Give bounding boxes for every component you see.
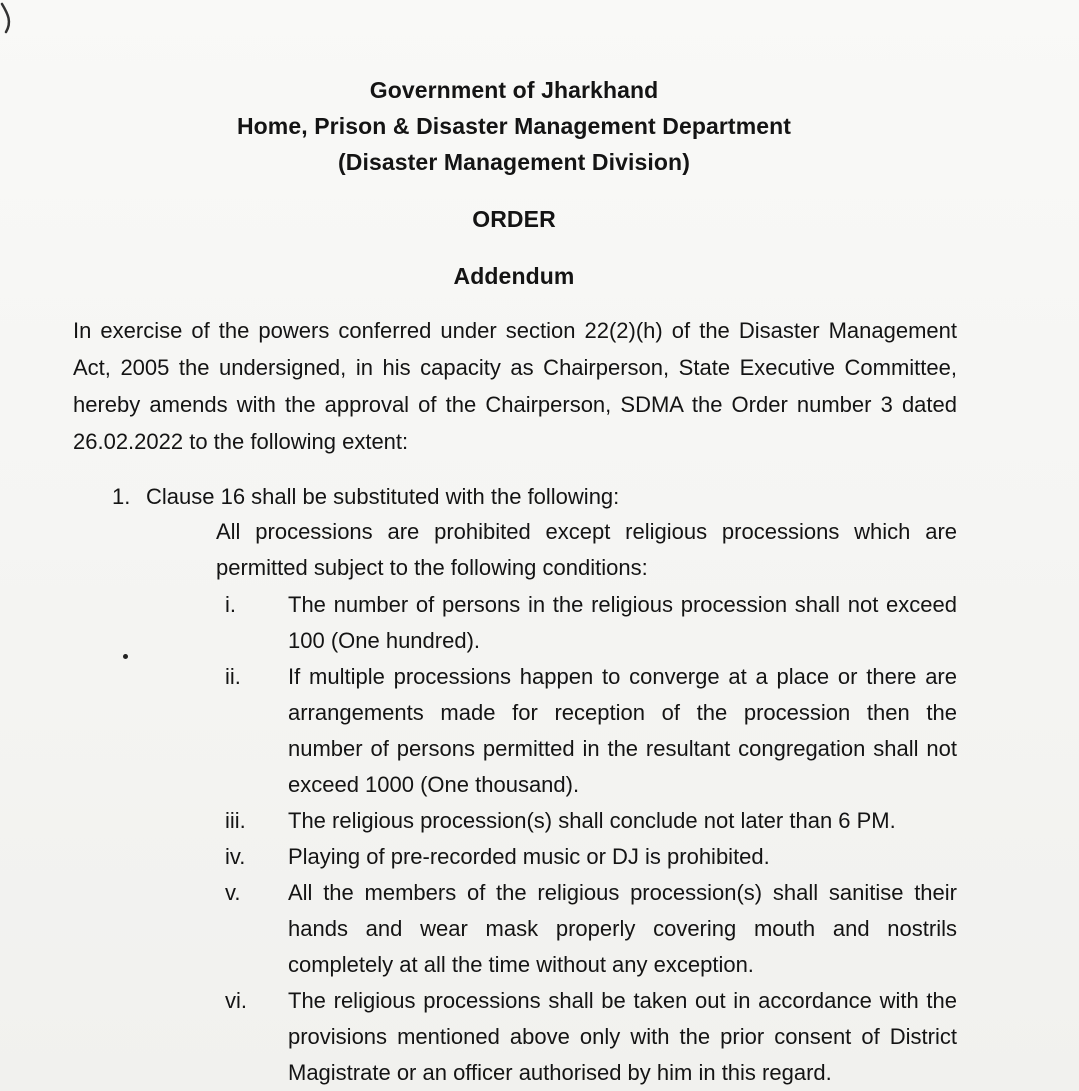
condition-line: permitted subject to the following conditions: <box>216 555 648 580</box>
clause-conditions-intro <box>216 514 957 586</box>
item-line: If multiple processions happen to converge at a place or there are <box>288 664 957 689</box>
list-item <box>225 839 957 875</box>
item-numeral: iii. <box>225 808 246 833</box>
item-line: number of persons permitted in the resultant congregation shall not <box>288 736 957 761</box>
item-text <box>288 803 957 839</box>
item-line: 100 (One hundred). <box>288 628 481 653</box>
item-line: arrangements made for reception of the procession then the <box>288 700 957 725</box>
item-numeral: v. <box>225 880 241 905</box>
corner-pen-mark <box>0 0 18 40</box>
intro-line: hereby amends with the approval of the Chairperson, SDMA the Order number 3 dated <box>73 392 957 417</box>
addendum-title: Addendum <box>453 263 575 289</box>
item-text <box>288 587 957 659</box>
item-line: The religious procession(s) shall conclude not later than 6 PM. <box>288 808 896 833</box>
item-line: The religious processions shall be taken out in accordance with the <box>288 988 957 1013</box>
list-item <box>225 983 957 1091</box>
list-item <box>225 875 957 983</box>
item-line: Playing of pre-recorded music or DJ is prohibited. <box>288 844 770 869</box>
item-text <box>288 659 957 803</box>
item-line: The number of persons in the religious procession shall not exceed <box>288 592 957 617</box>
item-text <box>288 839 957 875</box>
item-line: hands and wear mask properly covering mouth and nostrils <box>288 916 957 941</box>
list-item <box>225 659 957 803</box>
list-item <box>225 587 957 659</box>
item-line: provisions mentioned above only with the prior consent of District <box>288 1024 957 1049</box>
government-heading: Government of Jharkhand <box>369 77 659 103</box>
item-numeral: vi. <box>225 988 247 1013</box>
condition-line: All processions are prohibited except religious processions which are <box>216 519 957 544</box>
division-heading: (Disaster Management Division) <box>338 149 690 175</box>
item-line: completely at all the time without any exception. <box>288 952 754 977</box>
item-line: Magistrate or an officer authorised by him in this regard. <box>288 1060 832 1085</box>
ink-dot <box>123 654 128 659</box>
list-item <box>225 803 957 839</box>
order-title: ORDER <box>472 206 556 232</box>
conditions-list <box>225 587 957 1091</box>
item-numeral: ii. <box>225 664 241 689</box>
intro-line: In exercise of the powers conferred under section 22(2)(h) of the Disaster Management <box>73 318 957 343</box>
item-line: exceed 1000 (One thousand). <box>288 772 580 797</box>
item-line: All the members of the religious procession(s) shall sanitise their <box>288 880 957 905</box>
intro-paragraph <box>73 312 957 460</box>
item-text <box>288 983 957 1091</box>
clause-heading <box>112 479 619 515</box>
clause-text: Clause 16 shall be substituted with the following: <box>146 484 620 509</box>
department-heading: Home, Prison & Disaster Management Department <box>236 113 792 139</box>
item-text <box>288 875 957 983</box>
item-numeral: i. <box>225 592 236 617</box>
clause-number: 1. <box>112 484 131 509</box>
intro-line: Act, 2005 the undersigned, in his capacity as Chairperson, State Executive Committee, <box>73 355 957 380</box>
intro-line: 26.02.2022 to the following extent: <box>73 429 409 454</box>
item-numeral: iv. <box>225 844 246 869</box>
